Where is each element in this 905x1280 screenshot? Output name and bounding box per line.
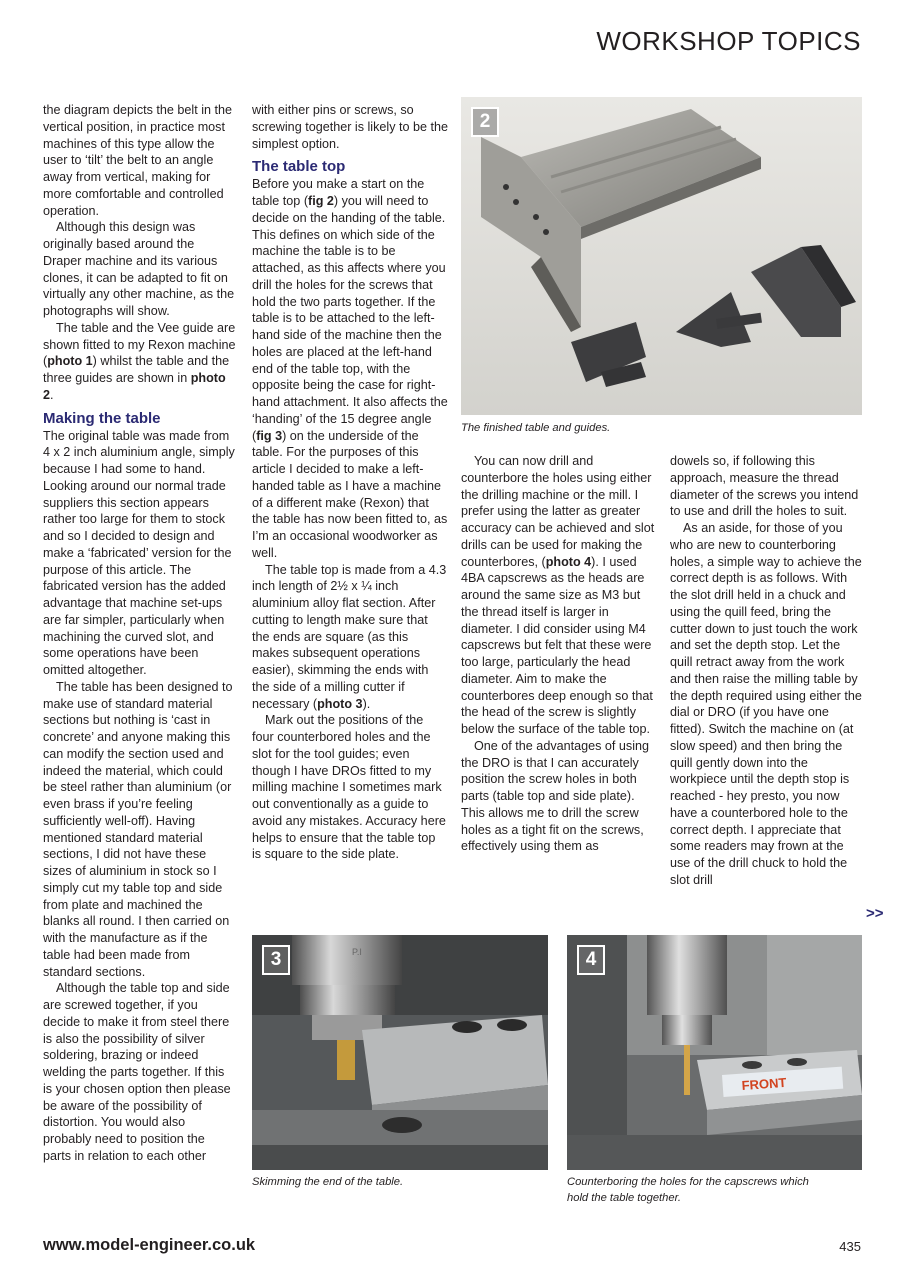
text-column-4 bbox=[670, 453, 862, 889]
text-run: ). bbox=[362, 696, 371, 711]
paragraph: One of the advantages of using the DRO is that I can accurately position the screw holes in both parts (table top and side plate). This allows me to drill the screw holes as a tight fit on the screws, effectively using them as bbox=[461, 738, 650, 854]
subheading-the-table-top: The table top bbox=[252, 158, 346, 176]
photo-number-badge: 2 bbox=[471, 107, 499, 137]
paragraph: the diagram depicts the belt in the vertical position, in practice most machines of this type allow the user to ‘tilt’ the belt to an angle away from vertical, making for more comfortable and controlled operation. bbox=[43, 103, 233, 218]
text-run: Before you make a start on the table top ( bbox=[252, 177, 425, 208]
text-run: The table top is made from a 4.3 inch length of 2½ x ¼ inch aluminium alloy flat section. After cutting to length make sure that the ends are square (as this makes subsequent operations easier), skimming the ends with the side of a milling cutter if necessary ( bbox=[252, 562, 447, 711]
chuck-marking: P.I bbox=[352, 947, 362, 957]
paragraph bbox=[461, 453, 657, 738]
photo-2 bbox=[461, 97, 862, 415]
page-number: 435 bbox=[839, 1239, 861, 1254]
text-run: ) on the underside of the table. For the purposes of this article I decided to make a left-handed table as I have a machine of a different make (Rexon) that the table has now been fitted to, as I’m an occasional woodworker as well. bbox=[252, 428, 448, 560]
photo-4-caption: Counterboring the holes for the capscrews which hold the table together. bbox=[567, 1176, 809, 1204]
text-run: ). I used 4BA capscrews as the heads are around the same size as M3 but the thread itself is larger in diameter. I did consider using M4 capscrews but felt that these were too large, particularly the head diameter. Aim to make the counterbores deep enough so that the head of the screw is slightly below the surface of the table top. bbox=[461, 554, 653, 736]
paragraph: As an aside, for those of you who are new to counterboring holes, a simple way to achieve the correct depth is as follows. With the slot drill held in a chuck and using the quill feed, bring the cutter down to just touch the work and set the depth stop. Let the quill retract away from the work and then raise the milling table by the depth required using either the dial or DRO (if you have one fitted). Switch the machine on (at slow speed) and then bring the quill gently down into the workpiece until the depth stop is reached - hey presto, you now have a counterbored hole to the correct depth. I appreciate that some readers may frown at the use of the drill chuck to hold the slot drill bbox=[670, 521, 862, 887]
text-run: ) you will need to decide on the handing of the table. This defines on which side of the machine the table is to be attached, as this affects where you drill the holes for the screws that hold the two parts together. If the table is to be attached to the left-hand side of the machine then the holes are placed at the left-hand end of the table top, with the opposite being the case for right-hand attachment. It also affects the ‘handing’ of the 15 degree angle ( bbox=[252, 194, 448, 443]
photo-reference: photo 3 bbox=[317, 696, 363, 711]
text-run: The table and the Vee guide are shown fitted to my Rexon machine ( bbox=[43, 320, 236, 369]
photo-3 bbox=[252, 935, 548, 1170]
continue-arrow-icon: >> bbox=[866, 905, 884, 922]
photo-reference: photo 4 bbox=[545, 554, 592, 569]
photo-2-image bbox=[461, 97, 862, 415]
text-column-1 bbox=[43, 102, 236, 1165]
photo-3-caption: Skimming the end of the table. bbox=[252, 1176, 404, 1188]
figure-reference: fig 2 bbox=[308, 194, 334, 208]
text-run: . bbox=[50, 387, 54, 402]
paragraph bbox=[252, 562, 448, 713]
text-run: You can now drill and counterbore the holes using either the drilling machine or the mill. I prefer using the latter as greater accuracy can be achieved and slot drills can be used for making the counterbores, ( bbox=[461, 454, 655, 569]
photo-number-badge: 3 bbox=[262, 945, 290, 975]
footer-website-link[interactable]: www.model-engineer.co.uk bbox=[43, 1236, 256, 1254]
text-run: ) whilst the table and the three guides are shown in bbox=[43, 354, 230, 385]
photo-2-caption: The finished table and guides. bbox=[461, 422, 611, 434]
paragraph: Mark out the positions of the four counterbored holes and the slot for the tool guides; even though I have DROs fitted to my milling machine I sometimes mark out conventionally as a guide to avoid any mistakes. Accuracy here helps to ensure that the table top is square to the side plate. bbox=[252, 713, 446, 862]
subheading-making-the-table: Making the table bbox=[43, 409, 161, 427]
paragraph: Although this design was originally based around the Draper machine and its various clones, it can be adapted to fit on virtually any other machine, as the photographs will show. bbox=[43, 220, 235, 318]
text-column-3 bbox=[461, 453, 657, 855]
paragraph: The table has been designed to make use of standard material sections but nothing is ‘cast in concrete’ and anyone making this can modify the section used and indeed the material, which could be steel rather than aluminium (or even brass if you’re feeling sufficiently well-off). Having mentioned standard material sections, I did not have these sizes of aluminium in stock so I simply cut my table top and side from plate and machined the blanks all round. I then carried on with the manufacture as if the table had been made from standard sections. bbox=[43, 679, 233, 979]
paragraph: with either pins or screws, so screwing together is likely to be the simplest option. bbox=[252, 103, 449, 151]
section-title: WORKSHOP TOPICS bbox=[596, 26, 861, 56]
paragraph: dowels so, if following this approach, measure the thread diameter of the screws you intend to use and drill the holes to suit. bbox=[670, 454, 859, 519]
photo-3-image bbox=[252, 935, 548, 1170]
paragraph bbox=[43, 320, 236, 404]
paragraph bbox=[252, 176, 448, 561]
photo-reference: photo 2 bbox=[43, 371, 226, 402]
figure-reference: fig 3 bbox=[256, 428, 283, 443]
photo-number-badge: 4 bbox=[577, 945, 605, 975]
photo-4 bbox=[567, 935, 862, 1170]
paragraph: Although the table top and side are screwed together, if you decide to make it from steel there is also the possibility of silver soldering, brazing or indeed welding the parts together. If this is your chosen option then please be aware of the possibility of distortion. You would also probably need to position the parts in relation to each other bbox=[43, 981, 231, 1163]
paragraph: The original table was made from 4 x 2 inch aluminium angle, simply because I had some to hand. Looking around our normal trade suppliers this section appears rather too large for them to stock and so I decided to design and make a ‘fabricated’ version for the purpose of this article. The fabricated version has the added advantage that machine set-ups are far simpler, particularly when machining the curved slot, and some operations have been omitted altogether. bbox=[43, 428, 235, 677]
text-column-2 bbox=[252, 102, 448, 863]
photo-reference: photo 1 bbox=[47, 354, 93, 369]
workpiece-marking: FRONT bbox=[741, 1074, 787, 1093]
photo-4-image bbox=[567, 935, 862, 1170]
